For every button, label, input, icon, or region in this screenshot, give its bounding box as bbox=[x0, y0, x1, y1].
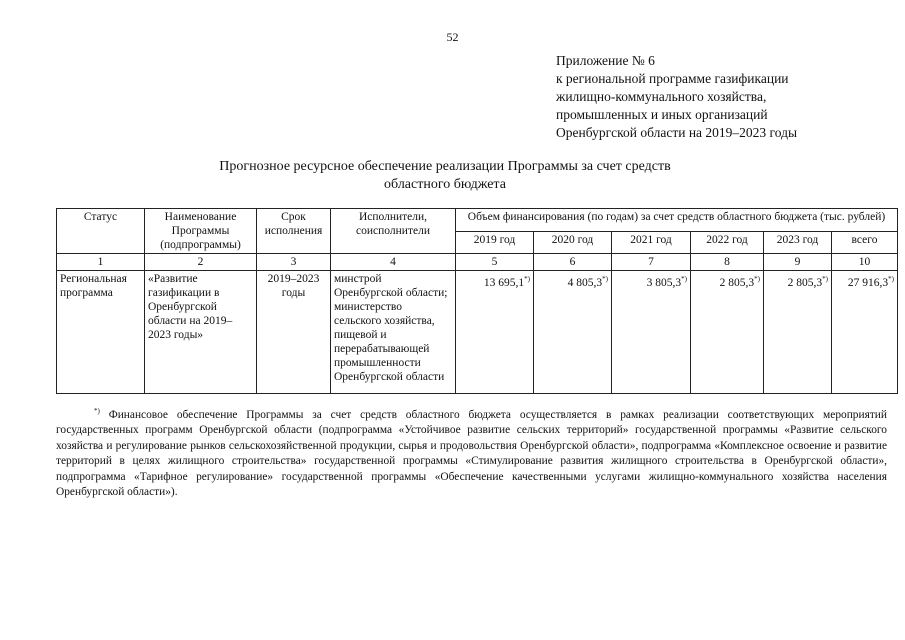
footnote-mark: *) bbox=[681, 275, 687, 283]
program-name-cell: «Развитие газификации в Оренбургской области на 2019–2023 годы» bbox=[145, 271, 257, 394]
column-number: 8 bbox=[691, 254, 764, 271]
status-cell: Региональная программа bbox=[57, 271, 145, 394]
footnote-text: Финансовое обеспечение Программы за счет средств областного бюджета осуществляется в рамках реализации соответствующих мероприятий государственных программ Оренбургской области (подпрограмма «Устойчивое развитие сельских территорий» государственной программы «Развитие сельского хозяйства и регулирование рынков сельскохозяйственной продукции, сырья и продовольствия Оренбургской области», подпрограмма «Комплексное освоение и развитие территорий в целях жилищного строительства» государственной программы «Стимулирование развития жилищного строительства в Оренбургской области», подпрограмма «Тарифное регулирование» государственной программы «Обеспечение качественными услугами жилищно-коммунального хозяйства населения Оренбургской области»). bbox=[56, 408, 887, 499]
header-row bbox=[57, 209, 898, 232]
year-header: 2020 год bbox=[534, 231, 612, 254]
value-cell bbox=[764, 271, 832, 394]
document-title bbox=[150, 158, 740, 194]
value-text: 3 805,3 bbox=[646, 276, 682, 289]
year-header: 2019 год bbox=[456, 231, 534, 254]
value-text: 27 916,3 bbox=[847, 276, 889, 289]
value-cell bbox=[612, 271, 691, 394]
table-row bbox=[57, 271, 898, 394]
appendix-line: промышленных и иных организаций bbox=[556, 107, 768, 122]
value-text: 4 805,3 bbox=[567, 276, 603, 289]
column-number: 5 bbox=[456, 254, 534, 271]
footnote-mark: *) bbox=[524, 275, 530, 283]
footnote bbox=[56, 404, 887, 501]
resource-table bbox=[56, 208, 898, 394]
appendix-line: жилищно-коммунального хозяйства, bbox=[556, 89, 767, 104]
header-executors: Исполнители, соисполнители bbox=[331, 209, 456, 254]
appendix-header bbox=[556, 52, 797, 142]
column-number: 10 bbox=[832, 254, 898, 271]
header-term: Срок исполнения bbox=[257, 209, 331, 254]
appendix-line: к региональной программе газификации bbox=[556, 71, 789, 86]
year-header: 2022 год bbox=[691, 231, 764, 254]
header-status: Статус bbox=[57, 209, 145, 254]
total-value-cell bbox=[832, 271, 898, 394]
column-number: 2 bbox=[145, 254, 257, 271]
header-name: Наименование Программы (подпрограммы) bbox=[145, 209, 257, 254]
appendix-line: Оренбургской области на 2019–2023 годы bbox=[556, 125, 798, 140]
year-header: 2021 год bbox=[612, 231, 691, 254]
footnote-mark: *) bbox=[754, 275, 760, 283]
column-number: 6 bbox=[534, 254, 612, 271]
column-number: 7 bbox=[612, 254, 691, 271]
value-cell bbox=[534, 271, 612, 394]
header-funding: Объем финансирования (по годам) за счет средств областного бюджета (тыс. рублей) bbox=[456, 209, 898, 232]
footnote-mark: *) bbox=[888, 275, 894, 283]
total-header: всего bbox=[832, 231, 898, 254]
appendix-line: Приложение № 6 bbox=[556, 53, 655, 68]
value-cell bbox=[691, 271, 764, 394]
page-number: 52 bbox=[446, 30, 459, 44]
year-header: 2023 год bbox=[764, 231, 832, 254]
value-text: 2 805,3 bbox=[719, 276, 755, 289]
footnote-mark: *) bbox=[602, 275, 608, 283]
column-number: 4 bbox=[331, 254, 456, 271]
column-numbers-row bbox=[57, 254, 898, 271]
footnote-mark: *) bbox=[822, 275, 828, 283]
title-line: областного бюджета bbox=[384, 177, 506, 192]
value-text: 2 805,3 bbox=[787, 276, 823, 289]
column-number: 1 bbox=[57, 254, 145, 271]
footnote-mark: *) bbox=[94, 407, 100, 415]
value-text: 13 695,1 bbox=[483, 276, 525, 289]
executors-cell: минстрой Оренбургской области; министерство сельского хозяйства, пищевой и перерабатывающей промышленности Оренбургской области bbox=[331, 271, 456, 394]
value-cell bbox=[456, 271, 534, 394]
term-cell: 2019–2023 годы bbox=[257, 271, 331, 394]
column-number: 9 bbox=[764, 254, 832, 271]
title-line: Прогнозное ресурсное обеспечение реализации Программы за счет средств bbox=[219, 159, 671, 174]
column-number: 3 bbox=[257, 254, 331, 271]
